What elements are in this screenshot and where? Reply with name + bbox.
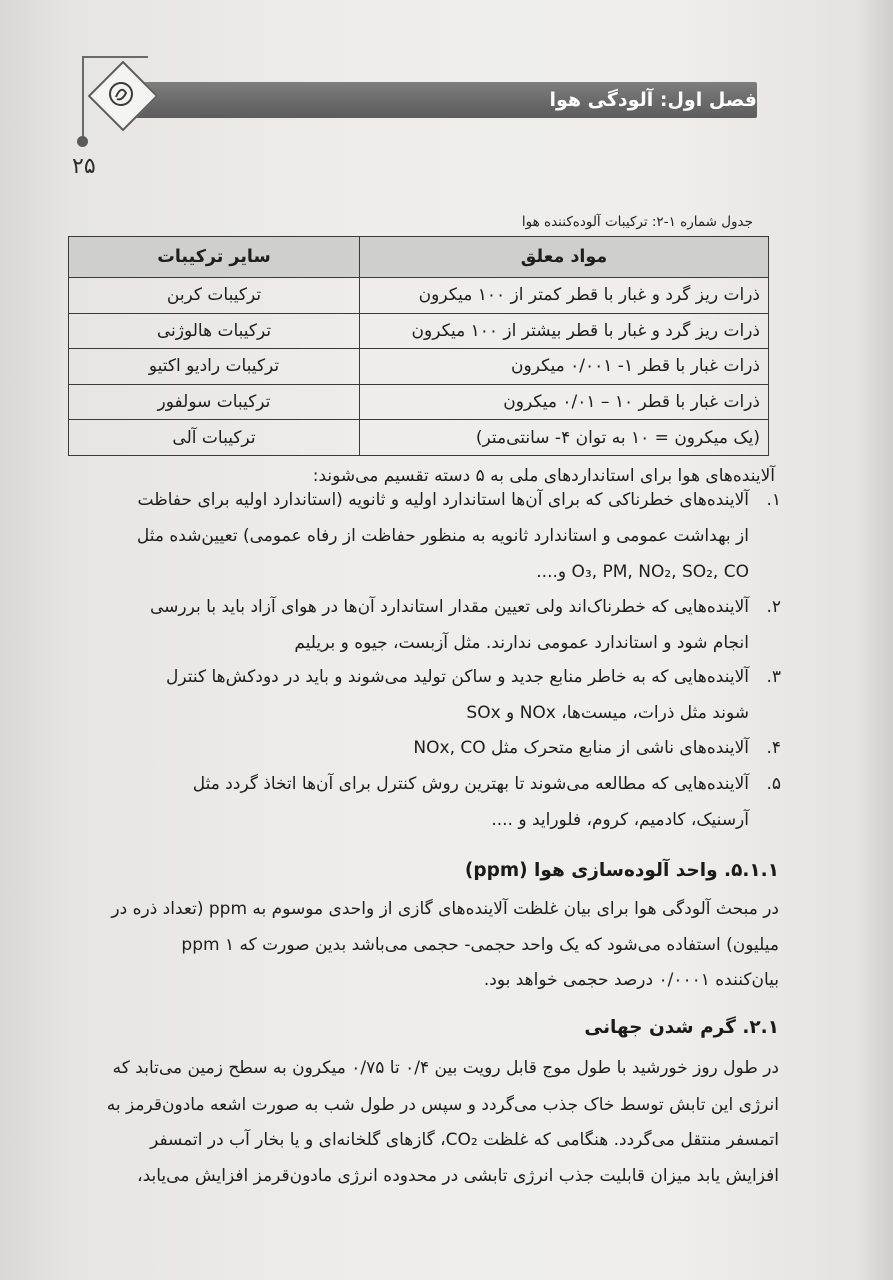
- paragraph-line: در طول روز خورشید با طول موج قابل رویت بین ۰/۴ تا ۰/۷۵ میکرون به سطح زمین می‌تابد که: [112, 1058, 779, 1078]
- table-row: [69, 278, 769, 314]
- table-header-cell: مواد معلق: [359, 237, 768, 278]
- paragraph-line: بیان‌کننده ۰/۰۰۰۱ درصد حجمی خواهد بود.: [483, 970, 779, 990]
- emblem-dot: [77, 136, 88, 147]
- list-number: ۴.: [766, 738, 781, 758]
- list-line: آلاینده‌هایی که مطالعه می‌شوند تا بهترین روش کنترل برای آن‌ها اتخاذ گردد مثل: [192, 774, 749, 794]
- section-title: ۵.۱.۱. واحد آلوده‌سازی هوا (ppm): [464, 860, 779, 881]
- table-cell: ترکیبات هالوژنی: [69, 313, 360, 349]
- list-number: ۲.: [766, 597, 781, 617]
- table-cell: ترکیبات کربن: [69, 278, 360, 314]
- table-row: [69, 349, 769, 385]
- table-row: [69, 313, 769, 349]
- chapter-title: فصل اول: آلودگی هوا: [549, 89, 757, 111]
- publisher-logo-icon: [103, 76, 139, 112]
- list-line: آرسنیک، کادمیم، کروم، فلوراید و ....: [491, 810, 749, 830]
- section-title: ۲.۱. گرم شدن جهانی: [584, 1017, 779, 1038]
- table-row: [69, 384, 769, 420]
- list-number: ۵.: [766, 774, 781, 794]
- list-line: آلاینده‌های ناشی از منابع متحرک مثل NOx, CO: [413, 738, 749, 758]
- table-caption: جدول شماره ۱-۲: ترکیبات آلوده‌کننده هوا: [521, 214, 753, 230]
- list-number: ۱.: [766, 490, 781, 510]
- table-header-cell: سایر ترکیبات: [69, 237, 360, 278]
- paragraph-line: افزایش یابد میزان قابلیت جذب انرژی تابشی در محدوده انرژی مادون‌قرمز افزایش می‌یابد،: [137, 1166, 779, 1186]
- table-cell: ذرات ریز گرد و غبار با قطر بیشتر از ۱۰۰ میکرون: [359, 313, 768, 349]
- table-cell: ذرات ریز گرد و غبار با قطر کمتر از ۱۰۰ میکرون: [359, 278, 768, 314]
- table-cell: ترکیبات آلی: [69, 420, 360, 456]
- list-intro: آلاینده‌های هوا برای استانداردهای ملی به ۵ دسته تقسیم می‌شوند:: [312, 466, 775, 486]
- list-number: ۳.: [766, 667, 781, 687]
- list-line: انجام شود و استاندارد عمومی ندارند. مثل آزبست، جیوه و بریلیم: [294, 633, 749, 653]
- paragraph-line: اتمسفر منتقل می‌گردد. هنگامی که غلظت CO₂، گازهای گلخانه‌ای و یا بخار آب در اتمسفر: [150, 1130, 779, 1150]
- paragraph-line: در مبحث آلودگی هوا برای بیان غلظت آلاینده‌های گازی از واحدی موسوم به ppm (تعداد ذره در: [111, 899, 779, 919]
- table-header-row: [69, 237, 769, 278]
- emblem-vertical-line: [82, 56, 84, 138]
- table-row: [69, 420, 769, 456]
- list-line: آلاینده‌هایی که به خاطر منابع جدید و ساکن تولید می‌شوند و باید در دودکش‌ها کنترل: [165, 667, 749, 687]
- table-cell: ترکیبات سولفور: [69, 384, 360, 420]
- list-line: آلاینده‌های خطرناکی که برای آن‌ها استاندارد اولیه و ثانویه (استاندارد اولیه برای حفاظت: [137, 490, 749, 510]
- list-line: O₃, PM, NO₂, SO₂, CO و....: [536, 562, 749, 582]
- pollutants-table: [68, 236, 769, 456]
- paragraph-line: انرژی این تابش توسط خاک جذب می‌گردد و سپس در طول شب به صورت اشعه مادون‌قرمز به: [106, 1095, 779, 1115]
- table-cell: (یک میکرون = ۱۰ به توان ۴- سانتی‌متر): [359, 420, 768, 456]
- list-line: آلاینده‌هایی که خطرناک‌اند ولی تعیین مقدار استاندارد آن‌ها در هوای آزاد باید با بررسی: [150, 597, 749, 617]
- list-line: شوند مثل ذرات، میست‌ها، NOx و SOx: [466, 703, 749, 723]
- paragraph-line: میلیون) استفاده می‌شود که یک واحد حجمی- حجمی می‌باشد بدین صورت که ppm ۱: [181, 935, 779, 955]
- list-line: از بهداشت عمومی و استاندارد ثانویه به منظور حفاظت از رفاه عمومی) تعیین‌شده مثل: [136, 526, 749, 546]
- table-cell: ترکیبات رادیو اکتیو: [69, 349, 360, 385]
- table-cell: ذرات غبار با قطر ۱۰ – ۰/۰۱ میکرون: [359, 384, 768, 420]
- table-cell: ذرات غبار با قطر ۱- ۰/۰۰۱ میکرون: [359, 349, 768, 385]
- page-number: ۲۵: [72, 154, 96, 179]
